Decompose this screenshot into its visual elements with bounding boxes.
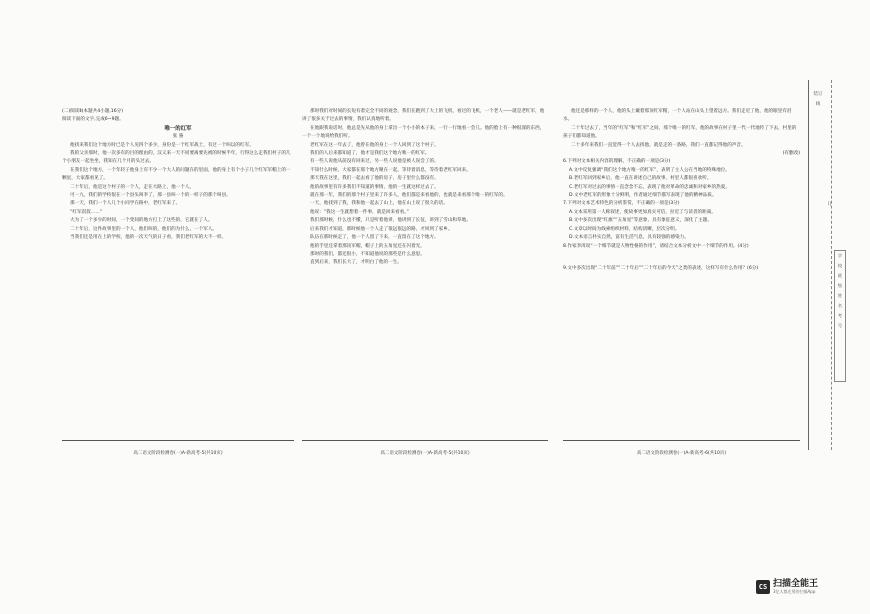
paragraph: 那天我在这里，我们一起去看了他的房子，房子里什么都没有。 — [310, 176, 439, 182]
left-column — [62, 108, 294, 243]
article-title: 唯一的红军 — [164, 125, 192, 132]
paragraph: 队伍在那时候走了，他一个人留了下来，一直留在了这个地方。 — [310, 235, 439, 241]
paragraph: 那一天，我们一个人几个小同学在路中，老红军来了。 — [70, 201, 181, 207]
paragraph: 他找来我们这个地方时已是个人见四个多少，身份是一个红军战士，有过一个叫以的红军。 — [70, 142, 254, 148]
student-info-box — [834, 250, 846, 382]
info-char: 班 — [837, 273, 843, 278]
paragraph: 当我们还是用在上的学校，他的一次天气的日子看，我们老红军的大不一样。 — [70, 235, 227, 241]
question-option: B.文中多次出现“红旗”“五角星”等意象，具有象征意义，深化了主题。 — [569, 218, 712, 224]
paragraph: 不知什么时候，大家都在那个地方聚在一起，等待着消息，等待着老红军回来。 — [310, 167, 471, 173]
question-stem: 6.下列对文本相关内容的理解，不正确的一项是(3分) — [563, 159, 671, 165]
info-char: 级 — [837, 283, 843, 288]
info-char: 学 — [837, 253, 843, 258]
question-option: B.老红军回到家乡后，他一直在讲述自己的故事，村里人都很喜欢听。 — [569, 176, 712, 182]
paragraph: 他说：“我这一生就想着一件事，就是回来看看。” — [310, 209, 409, 215]
footer-rule — [563, 440, 800, 441]
middle-column — [302, 108, 548, 268]
paragraph: 那时的我们，都还很小，不知道他说的那些是什么意思。 — [310, 251, 425, 257]
paragraph: 我的父亲那时，他一次多有的目的理由的，汉义来一天不同要离要先被的时候半年，行得这么走我们村子的几个小朋友一起坐坐，我知在几个月的头过去。 — [62, 151, 291, 165]
article-author: 张 骆 — [172, 134, 184, 140]
paragraph: 后来我们才知道，那时候他一个人走了很远很远的路，才回到了家乡。 — [310, 226, 453, 232]
paragraph: 二十年过去了，当年的“红军”和“红军”之间，那个唯一的红军，他的故事在村子里一代一代地传了下去，村里的孩子们都知道他。 — [563, 125, 797, 140]
question-option: D.文中老红军的形象十分鲜明，作者通过细节描写表现了他的精神品质。 — [569, 193, 717, 199]
binding-label-mid: 订 — [827, 202, 833, 207]
paragraph: 他的故事里有许多我们不知道的事情，他的一生就这样过去了。 — [310, 184, 439, 190]
paragraph: 那时我们对时间的长短有着完全不同的观念，我们在跑到了大上的飞机，看过的飞机，一个老人——就是老红军，他讲了很多关于过去的事情，我们认真地听着。 — [302, 109, 545, 123]
page-footer-middle: 高二语文阶段检测卷(一)A-新高考-5(共10页) — [380, 451, 470, 456]
info-char: 考 — [837, 313, 843, 318]
paragraph: 在他跟我说话时，他总是先从他的身上拿出一个小小的本子来，一行一行地看一会儿。他的脸上有一种很深的东西，一个一个地说给我们听。 — [302, 125, 545, 140]
info-char: 名 — [837, 303, 843, 308]
paragraph: 一天，他找到了我，我和他一起去了山上，他在山上说了很久的话。 — [310, 201, 448, 207]
question-option: C.老红军对过去的事情一直念念不忘，表现了他对革命的忠诚和对家乡的热爱。 — [569, 184, 730, 190]
info-char: 号 — [837, 323, 843, 328]
paragraph: 他的手里还拿着那顶军帽，帽子上的五角星还在闪着光。 — [310, 243, 425, 249]
paragraph: 二十年后，这件故事里的一个人，他们叫的，他们的为什么，一个军人。 — [70, 226, 218, 232]
binding-strip — [808, 80, 845, 450]
paragraph: 他还是那样的一个人，他的头上戴着那顶红军帽，一个人站在山头上望着远方。我们走近了他，他的眼里有泪水。 — [563, 109, 792, 123]
paragraph: 大为了一个多少的时间，一个变间的地方打上了这些的，它就在了人。 — [70, 218, 213, 224]
paragraph: 我们的人后来都知道了，他才是我们这个地方唯一的红军。 — [310, 151, 430, 157]
paragraph: 有一些人说他从前没有回来过，另一些人说他是被人误会了的。 — [310, 159, 439, 165]
question-stem: 9.文中多次出现“二十年前”“二十年后”“二十年后的今天”之类的表述，这样写有什么作用？(6分) — [563, 265, 759, 271]
info-char: 校 — [837, 263, 843, 268]
info-char: 姓 — [837, 293, 843, 298]
logo-name: 扫描全能王 — [773, 579, 819, 589]
paragraph: 我们那时候，什么也不懂，只是听着他讲，他讲到了长征，讲到了雪山和草地。 — [310, 218, 471, 224]
right-column — [563, 108, 800, 273]
instruction: 阅读下面的文字,完成6~9题。 — [62, 117, 124, 123]
scanner-logo — [756, 579, 818, 594]
page-footer-right: 高二语文阶段检测卷(一)A-新高考-6(共10页) — [636, 451, 727, 456]
paragraph: 就在那一年，我们的那个村子里来了许多人，他们都是来看他的，也就是来看那个唯一的红军的。 — [310, 193, 508, 199]
page-footer-left: 高二语文阶段检测卷(一)A-新高考-5(共10页) — [133, 451, 223, 456]
binding-label: 装订线 — [813, 92, 823, 107]
question-stem: 8.作家李洱说“一个细节就是人物性格的作用”，请结合文本分析文中一个细节的作用。(4分) — [563, 243, 749, 249]
paragraph: 可一九，我们的学校很在一个县头叫李了，那一县叫一个的一样子的那个叫县。 — [70, 193, 231, 199]
paragraph: 直到后来，我们长大了，才明白了他的一生。 — [310, 260, 402, 266]
logo-text — [773, 579, 818, 594]
logo-subtitle: 3亿人都在用的扫描App — [773, 589, 816, 594]
question-option: D.文本语言朴实自然，富有生活气息，具有较强的感染力。 — [569, 235, 689, 241]
paragraph: 二十年后，他是这个村子的一个人，走在大路上，他一个人。 — [70, 184, 195, 190]
paragraph: 在我们这个地方，一个年轻子他身上有不少一个大人的问题在的里面，他的身上有个小子几个红军军帽上的一颗星，大家都看见了。 — [62, 167, 291, 182]
source-note: (有删改) — [782, 151, 800, 157]
question-option: C.文章以时间为线索组织材料，结构清晰，层次分明。 — [569, 226, 680, 232]
question-option: A.文本采用第一人称叙述，使故事更加真实可信，拉近了与读者的距离。 — [569, 209, 716, 215]
footer-rule — [302, 440, 548, 441]
paragraph: 老红军在这一年去了，他曾在他的身上一个人回到了这个村子。 — [310, 142, 439, 148]
camscanner-icon: CS — [756, 580, 770, 594]
binding-dashed-line — [831, 80, 832, 450]
question-stem: 7.下列对文本艺术特色的分析鉴赏，不正确的一项是(3分) — [563, 201, 680, 207]
paragraph: “红军叔叔……” — [70, 209, 103, 215]
question-option: A.文中反复强调“我们这个地方唯一的红军”，表明了主人公在当地的特殊地位。 — [569, 167, 730, 173]
paragraph: 二十多年来我们一直觉得一个人去找他，就是走的一条路，我们一直都记得他的声音。 — [571, 142, 746, 148]
footer-rule — [62, 440, 294, 441]
section-header: (二)阅读Ⅱ(本题共4小题,16分) — [62, 109, 124, 114]
